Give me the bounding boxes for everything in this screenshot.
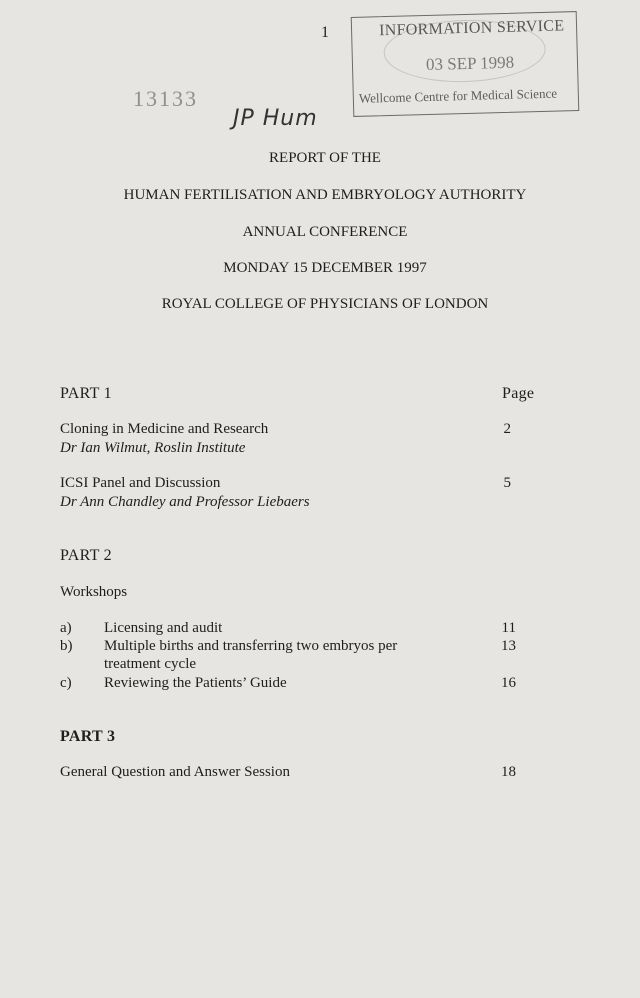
toc-entry-page: 18 (501, 764, 516, 780)
toc-entry-speakers: Dr Ann Chandley and Professor Liebaers (60, 494, 310, 510)
stamp-line2: Wellcome Centre for Medical Science (358, 85, 558, 106)
toc-entry-speakers: Dr Ian Wilmut, Roslin Institute (60, 440, 246, 456)
workshop-title: Licensing and audit (104, 620, 223, 636)
header-line4: MONDAY 15 DECEMBER 1997 (223, 260, 427, 276)
part2-subheading: Workshops (60, 584, 128, 600)
library-stamp (351, 11, 580, 117)
header-line5: ROYAL COLLEGE OF PHYSICIANS OF LONDON (161, 296, 489, 312)
workshop-page: 13 (501, 638, 516, 654)
part3-heading: PART 3 (60, 728, 116, 745)
stamp-line1: INFORMATION SERVICE (378, 17, 565, 40)
toc-entry-page: 2 (503, 421, 511, 437)
header-line2: HUMAN FERTILISATION AND EMBRYOLOGY AUTHORITY (123, 187, 527, 203)
accession-number: 13133 (133, 86, 198, 111)
toc-entry-title: General Question and Answer Session (60, 764, 290, 780)
workshop-page: 11 (501, 620, 516, 636)
header-line1: REPORT OF THE (269, 150, 381, 166)
handwritten-note: JP Hum (233, 106, 318, 131)
workshop-letter: b) (60, 638, 73, 654)
part2-heading: PART 2 (60, 547, 112, 564)
workshop-title-cont: treatment cycle (104, 656, 197, 672)
page-column-label: Page (502, 385, 535, 402)
workshop-letter: c) (60, 675, 72, 691)
workshop-title: Multiple births and transferring two embryos per (104, 638, 398, 654)
page-number: 1 (321, 24, 329, 41)
workshop-page: 16 (501, 675, 516, 691)
workshop-title: Reviewing the Patients’ Guide (104, 675, 287, 691)
workshop-letter: a) (60, 620, 72, 636)
header-line3: ANNUAL CONFERENCE (242, 224, 408, 240)
stamp-date: 03 SEP 1998 (425, 52, 515, 75)
toc-entry-title: Cloning in Medicine and Research (60, 421, 269, 437)
toc-entry-page: 5 (503, 475, 511, 491)
toc-entry-title: ICSI Panel and Discussion (60, 475, 221, 491)
part1-heading: PART 1 (60, 385, 112, 402)
